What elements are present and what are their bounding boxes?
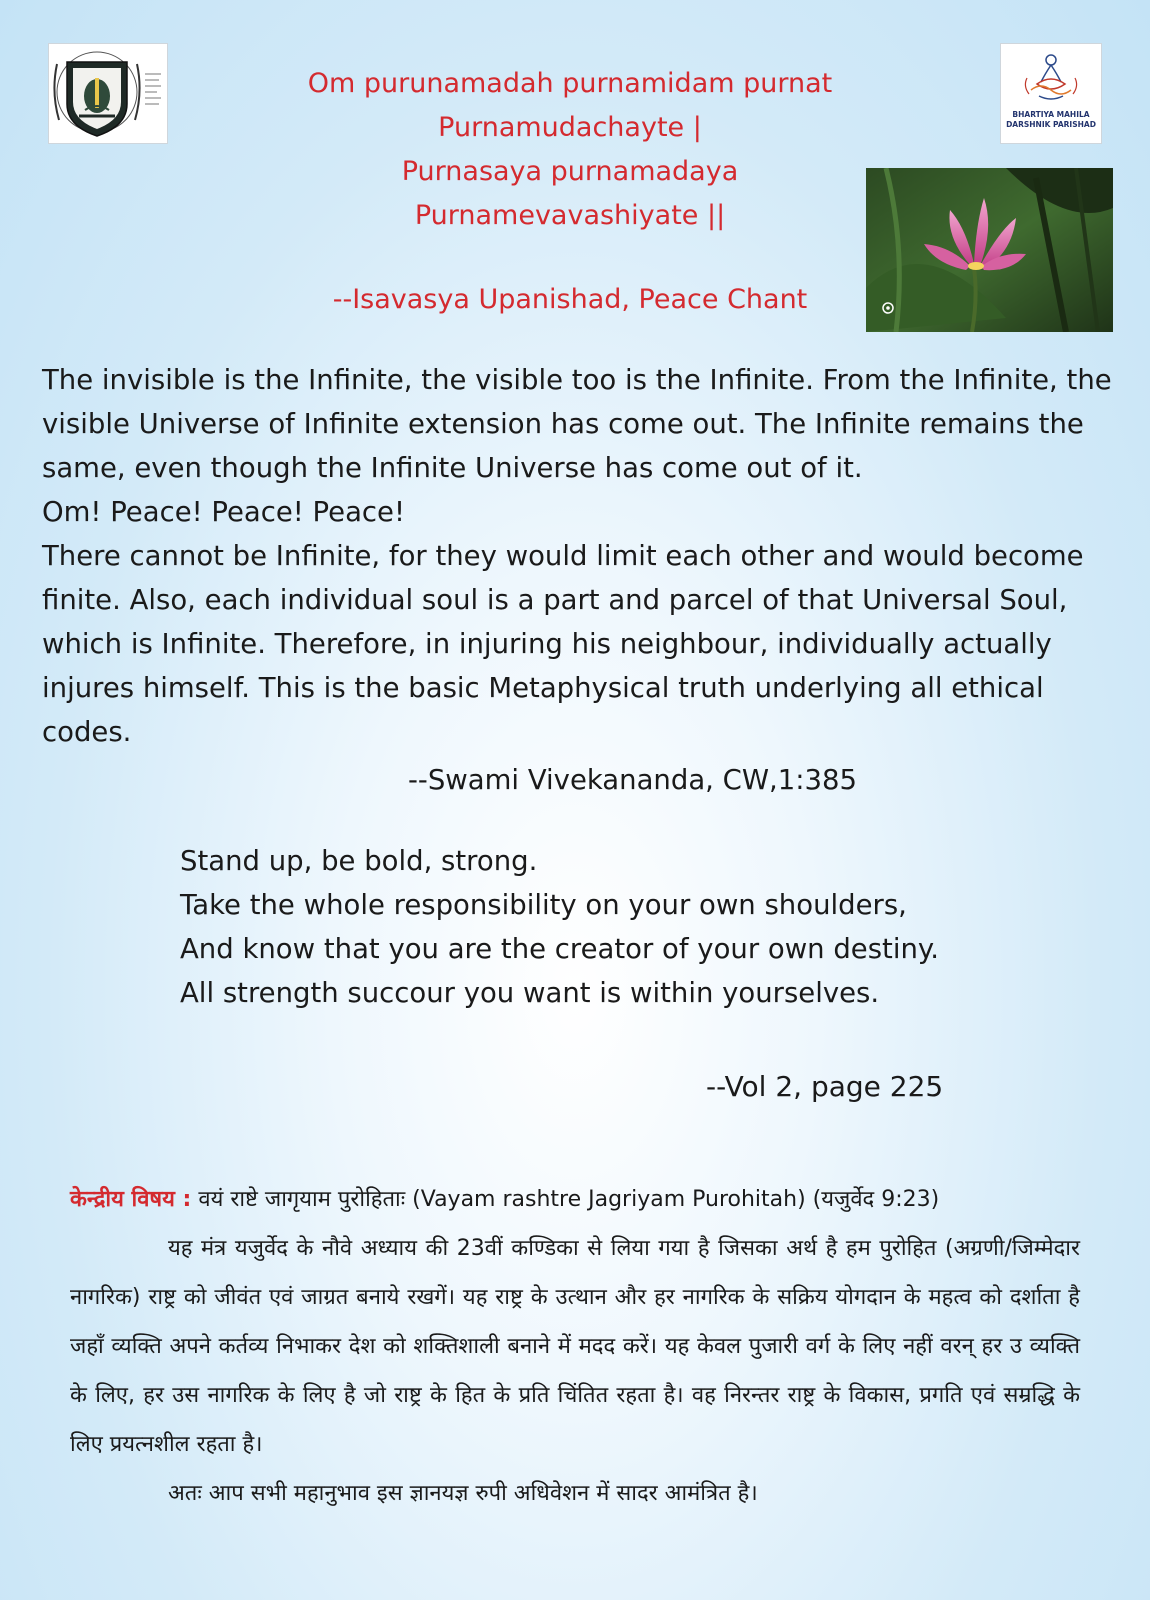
paragraph-line: Om! Peace! Peace! Peace! [42, 496, 405, 528]
paragraph-line: same, even though the Infinite Universe has come out of it. [42, 452, 863, 484]
quote-line: All strength succour you want is within yourselves. [180, 977, 880, 1009]
central-theme-section [70, 1175, 1080, 1518]
paragraph-line: There cannot be Infinite, for they would limit each other and would become [42, 540, 1084, 572]
chant-line: Purnasaya purnamadaya [401, 156, 739, 187]
lotus-flower-photo [866, 168, 1113, 332]
central-theme-label: केन्द्रीय विषय : [70, 1187, 192, 1212]
meditating-figure-icon [1001, 44, 1101, 110]
chant-line: Purnamudachayte | [438, 112, 702, 143]
paragraph-line: injures himself. This is the basic Metaphysical truth underlying all ethical [42, 672, 1044, 704]
central-theme-heading [70, 1175, 1080, 1224]
chant-line: Om purunamadah purnamidam purnat [307, 68, 833, 99]
paragraph-line: which is Infinite. Therefore, in injuring his neighbour, individually actually [42, 628, 1052, 660]
stand-up-quote [180, 839, 1080, 1015]
parishad-logo [1000, 43, 1102, 144]
paragraph-line: codes. [42, 716, 132, 748]
institution-crest-icon [49, 44, 167, 143]
parishad-logo-text: BHARTIYA MAHILA DARSHNIK PARISHAD [1006, 110, 1096, 129]
paragraph-line: visible Universe of Infinite extension has come out. The Infinite remains the [42, 408, 1084, 440]
chant-attribution: --Isavasya Upanishad, Peace Chant [332, 284, 808, 315]
central-theme-paragraph: यह मंत्र यजुर्वेद के नौवे अध्याय की 23वीं कण्डिका से लिया गया है जिसका अर्थ है हम पुरोहित (अग्रणी/जिम्मेदार नागरिक) राष्ट्र को जीवंत एवं जाग्रत बनाये रखगें। यह राष्ट्र के उत्थान और हर नागरिक के सक्रिय योगदान के महत्व को दर्शाता है जहाँ व्यक्ति अपने कर्तव्य निभाकर देश को शक्तिशाली बनाने में मदद करें। यह केवल पुजारी वर्ग के लिए नहीं वरन् हर उ व्यक्ति के लिए, हर उस नागरिक के लिए है जो राष्ट्र के हित के प्रति चिंतित रहता है। वह निरन्तर राष्ट्र के विकास, प्रगति एवं सम्रद्धि के लिए प्रयत्नशील रहता है। [70, 1236, 1080, 1457]
lotus-photo [866, 168, 1113, 332]
paragraph-line: finite. Also, each individual soul is a part and parcel of that Universal Soul, [42, 584, 1068, 616]
institution-logo [48, 43, 168, 144]
peace-chant [270, 62, 870, 322]
vivekananda-attribution: --Swami Vivekananda, CW,1:385 [408, 764, 858, 796]
stand-up-attribution: --Vol 2, page 225 [706, 1070, 944, 1103]
vivekananda-paragraph [42, 358, 1122, 754]
central-theme-text: वयं राष्टे जागृयाम पुरोहिताः (Vayam rashtre Jagriyam Purohitah) (यजुर्वेद 9:23) [191, 1187, 940, 1212]
invitation-line: अतः आप सभी महानुभाव इस ज्ञानयज्ञ रुपी अधिवेशन में सादर आमंत्रित है। [168, 1481, 758, 1506]
chant-line: Purnamevavashiyate || [414, 200, 726, 231]
quote-line: And know that you are the creator of your own destiny. [180, 933, 940, 965]
quote-line: Stand up, be bold, strong. [180, 845, 538, 877]
paragraph-line: The invisible is the Infinite, the visible too is the Infinite. From the Infinite, the [42, 364, 1112, 396]
quote-line: Take the whole responsibility on your own shoulders, [180, 889, 907, 921]
